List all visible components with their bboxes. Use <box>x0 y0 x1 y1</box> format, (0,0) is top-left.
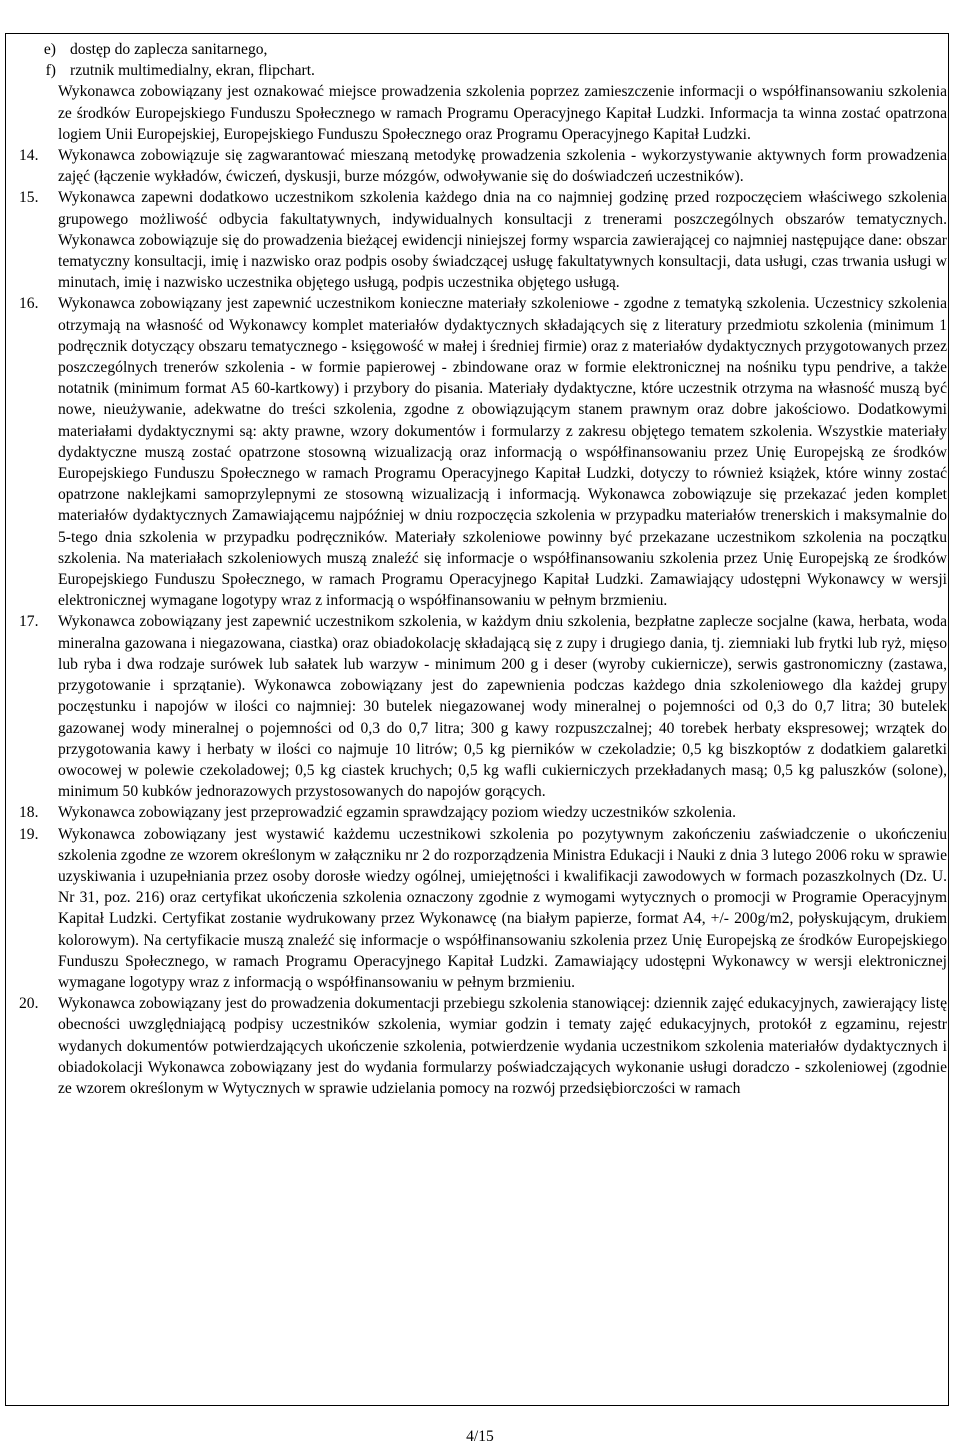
clause-text: Wykonawca zobowiązany jest zapewnić uczestnikom konieczne materiały szkoleniowe - zgodne z tematyką szkolenia. Uczestnicy szkolenia otrzymają na własność od Wykonawcy komplet materiałów dydaktycznych składających się z literatury przedmiotu szkolenia (minimum 1 podręcznik dotyczący obszaru tematycznego - księgowość w małej i średniej firmie) oraz z materiałów dydaktycznych przygotowanych przez poszczególnych trenerów szkolenia - w formie papierowej - zbindowane oraz w formie elektronicznej na nośniku typu pendrive, a także notatnik (minimum format A5 60-kartkowy) i przybory do pisania. Materiały dydaktyczne, które uczestnik otrzyma na własność muszą być nowe, nieużywanie, adekwatne do treści szkolenia, zgodne z obowiązującym stanem prawnym oraz dobre jakościowo. Dodatkowymi materiałami dydaktycznymi są: akty prawne, wzory dokumentów i formularzy z zakresu objętego tematem szkolenia. Wszystkie materiały dydaktyczne muszą zostać opatrzone stosowną wizualizacją oraz informacją o współfinansowaniu przez Unię Europejską ze środków Europejskiego Funduszu Społecznego w ramach Programu Operacyjnego Kapitał Ludzki, dotyczy to również książek, które winny zostać opatrzone naklejkami samoprzylepnymi ze stosowną wizualizacją i informacją. Wykonawca zobowiązuje się przekazać jeden komplet materiałów dydaktycznych Zamawiającemu najpóźniej w dniu rozpoczęcia szkolenia w przypadku materiałów trenerskich i maksymalnie do 5-tego dnia szkolenia w przypadku podręczników. Materiały szkoleniowe powinny być przekazane uczestnikom szkolenia na początku szkolenia. Na materiałach szkoleniowych muszą znaleźć się informacje o współfinansowaniu szkolenia przez Unię Europejską ze środków Europejskiego Funduszu Społecznego, w ramach Programu Operacyjnego Kapitał Ludzki. Zamawiający udostępni Wykonawcy w wersji elektronicznej wymagane logotypy wraz z informacją o współfinansowaniu w pełnym brzmieniu. <box>58 295 947 610</box>
clause-number: 17. <box>19 613 39 631</box>
numbered-clause <box>19 293 947 611</box>
clause-number: 14. <box>19 147 39 165</box>
page-number: 4/15 <box>466 1428 494 1445</box>
clause-number: 15. <box>19 189 39 207</box>
numbered-clause <box>19 824 947 994</box>
clause-text: Wykonawca zobowiązuje się zagwarantować mieszaną metodykę prowadzenia szkolenia - wykorzystywanie aktywnych form prowadzenia zajęć (łączenie wykładów, ćwiczeń, dyskusji, burze mózgów, odwoływanie się do doświadczeń uczestników). <box>58 147 947 186</box>
clause-number: 18. <box>19 804 39 822</box>
clause-text: Wykonawca zobowiązany jest wystawić każdemu uczestnikowi szkolenia po pozytywnym zakończeniu zaświadczenie o ukończeniu szkolenia zgodne ze wzorem określonym w załączniku nr 2 do rozporządzenia Ministra Edukacji i Nauki z dnia 3 lutego 2006 roku w sprawie uzyskiwania i uzupełniania przez osoby dorosłe wiedzy ogólnej, umiejętności i kwalifikacji zawodowych w formach pozaszkolnych (Dz. U. Nr 31, poz. 216) oraz certyfikat ukończenia szkolenia oznaczony zgodnie z wymogami wytycznych o promocji w Programie Operacyjnym Kapitał Ludzki. Certyfikat zostanie wydrukowany przez Wykonawcę (na białym papierze, format A4, +/- 200g/m2, połyskującym, drukiem kolorowym). Na certyfikacie muszą znaleźć się informacje o współfinansowaniu szkolenia przez Unię Europejską ze środków Europejskiego Funduszu Społecznego, w ramach Programu Operacyjnego Kapitał Ludzki. Zamawiający udostępni Wykonawcy w wersji elektronicznej wymagane logotypy wraz z informacją o współfinansowaniu w pełnym brzmieniu. <box>58 825 947 991</box>
continuation-paragraph: Wykonawca zobowiązany jest oznakować miejsce prowadzenia szkolenia poprzez zamieszczenie informacji o współfinansowaniu szkolenia ze środków Europejskiego Funduszu Społecznego w ramach Programu Operacyjnego Kapitał Ludzki. Informacja ta winna zostać opatrzona logiem Unii Europejskiej, Europejskiego Funduszu Społecznego oraz Programu Operacyjnego Kapitał Ludzki. <box>58 83 947 143</box>
clause-text: Wykonawca zobowiązany jest przeprowadzić egzamin sprawdzający poziom wiedzy uczestników szkolenia. <box>58 804 736 822</box>
clause-text: Wykonawca zobowiązany jest do prowadzenia dokumentacji przebiegu szkolenia stanowiącej: dziennik zajęć edukacyjnych, zawierający listę obecności uwzględniającą podpisy uczestników szkolenia, wymiar godzin i tematy zajęć edukacyjnych, protokół z egzaminu, rejestr wydanych dokumentów potwierdzających ukończenie szkolenia, potwierdzenie wydania uczestnikom szkolenia materiałów dydaktycznych i obiadokolacji Wykonawca zobowiązany jest do wydania formularzy poświadczających wykonanie usługi doradczo - szkoleniowej (zgodnie ze wzorem określonym w Wytycznych w sprawie udzielania pomocy na rozwój przedsiębiorczości w ramach <box>58 995 947 1097</box>
clause-text: Wykonawca zapewni dodatkowo uczestnikom szkolenia każdego dnia na co najmniej godzinę przed rozpoczęciem właściwego szkolenia grupowego możliwość odbycia fakultatywnych, indywidualnych konsultacji z trenerami poszczególnych obszarów tematycznych. Wykonawca zobowiązuje się do prowadzenia bieżącej ewidencji niniejszej formy wsparcia zawierającej co najmniej następujące dane: obszar tematyczny konsultacji, imię i nazwisko oraz podpis osoby świadczącej usługę fakultatywnych konsultacji, data usługi, czas trwania usługi w minutach, imię i nazwisko uczestnika objętego usługą, podpis uczestnika objętego usługą. <box>58 189 947 292</box>
clause-number: 20. <box>19 995 39 1013</box>
document-body <box>19 39 947 1099</box>
numbered-clause <box>19 993 947 1099</box>
list-item-text: dostęp do zaplecza sanitarnego, <box>70 41 268 58</box>
list-item <box>19 39 947 60</box>
list-item-label: e) <box>43 41 56 58</box>
numbered-clause <box>19 802 947 823</box>
list-item <box>19 60 947 81</box>
clause-text: Wykonawca zobowiązany jest zapewnić uczestnikom szkolenia, w każdym dniu szkolenia, bezpłatne zaplecze socjalne (kawa, herbata, woda mineralna gazowana i niegazowana, ciastka) oraz obiadokolację składającą się z zupy i drugiego dania, tj. ziemniaki lub frytki lub ryż, mięso lub ryba i dwa rodzaje surówek lub sałatek lub warzyw - minimum 200 g i deser (wyroby cukiernicze), serwis gastronomiczny (zastawa, przygotowanie i sprzątanie). Wykonawca zobowiązany jest do zapewnienia podczas każdego dnia szkoleniowego dla każdej grupy poczęstunku i napojów w ilości co najmniej: 30 butelek niegazowanej wody mineralnej o pojemności od 0,3 do 0,7 litra; 30 butelek gazowanej wody mineralnej o pojemności od 0,3 do 0,7 litra; 300 g kawy rozpuszczalnej; 40 torebek herbaty ekspresowej; wrzątek do przygotowania kawy i herbaty w ilości co najmuje 10 litrów; 0,5 kg pierników w czekoladzie; 0,5 kg biszkoptów z dodatkiem galaretki owocowej w polewie czekoladowej; 0,5 kg ciastek kruchych; 0,5 kg wafli cukierniczych przekładanych masą; 0,5 kg paluszków (solone), minimum 50 kubków jednorazowych przystosowanych do napojów gorących. <box>58 613 947 801</box>
numbered-clause <box>19 187 947 293</box>
list-item-label: f) <box>45 62 56 80</box>
list-item-text: rzutnik multimedialny, ekran, flipchart. <box>70 62 315 80</box>
clause-number: 16. <box>19 295 39 313</box>
numbered-clause <box>19 145 947 187</box>
clause-number: 19. <box>19 825 39 843</box>
numbered-clause <box>19 611 947 802</box>
